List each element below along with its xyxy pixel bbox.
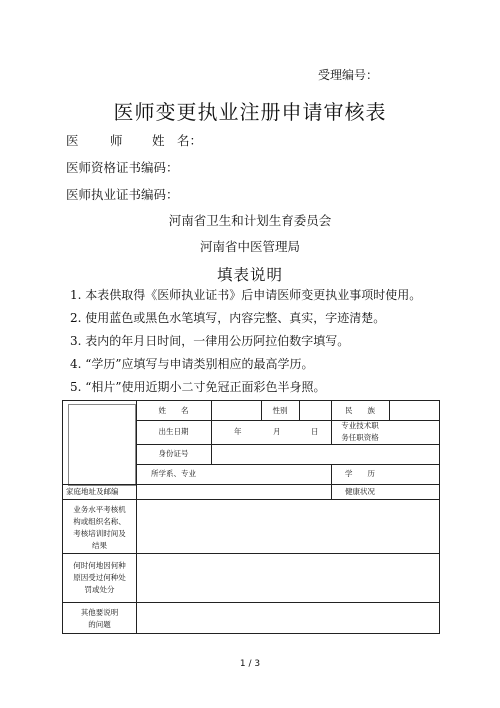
name-char-1: 医 xyxy=(66,133,79,148)
instruction-item-3: 3. 表内的年月日时间，一律用公历阿拉伯数字填写。 xyxy=(70,334,350,348)
ethnicity-label: 民 族 xyxy=(345,406,375,415)
page-title: 医师变更执业注册申请审核表 xyxy=(113,100,387,124)
month-label: 月 xyxy=(273,427,281,436)
penalty-label-3: 罚或处分 xyxy=(84,585,115,594)
instruction-item-5: 5. “相片”使用近期小二寸免冠正面彩色半身照。 xyxy=(70,380,326,394)
qualification-cert-field: 医师资格证书编码： xyxy=(66,160,179,175)
name-char-2: 师 xyxy=(110,133,123,148)
education-label: 学 历 xyxy=(345,469,375,478)
issuer-tcm-bureau: 河南省中医管理局 xyxy=(199,239,300,254)
page-number: 1 / 3 xyxy=(239,659,261,669)
day-label: 日 xyxy=(311,427,319,436)
gender-label: 性别 xyxy=(272,406,288,415)
acceptance-number-label: 受理编号： xyxy=(318,68,379,82)
year-label: 年 xyxy=(234,427,242,436)
assessment-label-4: 结果 xyxy=(92,541,107,550)
name-label: 姓 名 xyxy=(158,406,189,415)
name-char-4: 名： xyxy=(177,133,203,148)
doctor-name-field xyxy=(66,131,202,149)
application-form-table xyxy=(62,400,440,634)
photo-box xyxy=(68,404,136,486)
professional-title-label-1: 专业技术职 xyxy=(341,421,379,430)
birth-date-label: 出生日期 xyxy=(158,427,189,436)
instructions-title: 填表说明 xyxy=(216,266,283,284)
other-notes-label-2: 的问题 xyxy=(88,620,111,629)
instruction-item-1: 1. 本表供取得《医师执业证书》后申请医师变更执业事项时使用。 xyxy=(70,288,422,302)
address-postcode-label: 家庭地址及邮编 xyxy=(66,487,119,496)
issuer-health-commission: 河南省卫生和计划生育委员会 xyxy=(168,213,332,228)
school-major-label: 所学系、专业 xyxy=(151,469,196,478)
assessment-label-3: 考核培训时间及 xyxy=(73,529,126,538)
assessment-label-1: 业务水平考核机 xyxy=(73,505,126,514)
instruction-item-2: 2. 使用蓝色或黑色水笔填写，内容完整、真实，字迹清楚。 xyxy=(70,311,386,325)
penalty-label-2: 原因受过何种处 xyxy=(73,573,126,582)
professional-title-label-2: 务任职资格 xyxy=(341,433,379,442)
health-label: 健康状况 xyxy=(345,487,375,496)
penalty-label-1: 何时何地因何种 xyxy=(73,561,126,570)
name-char-3: 姓 xyxy=(152,133,165,148)
assessment-label-2: 构或组织名称、 xyxy=(73,517,126,526)
instruction-item-4: 4. “学历”应填写与申请类别相应的最高学历。 xyxy=(70,357,314,371)
other-notes-label-1: 其他要说明 xyxy=(80,608,119,617)
id-number-label: 身份证号 xyxy=(158,449,189,458)
practice-cert-field: 医师执业证书编码： xyxy=(66,187,179,202)
